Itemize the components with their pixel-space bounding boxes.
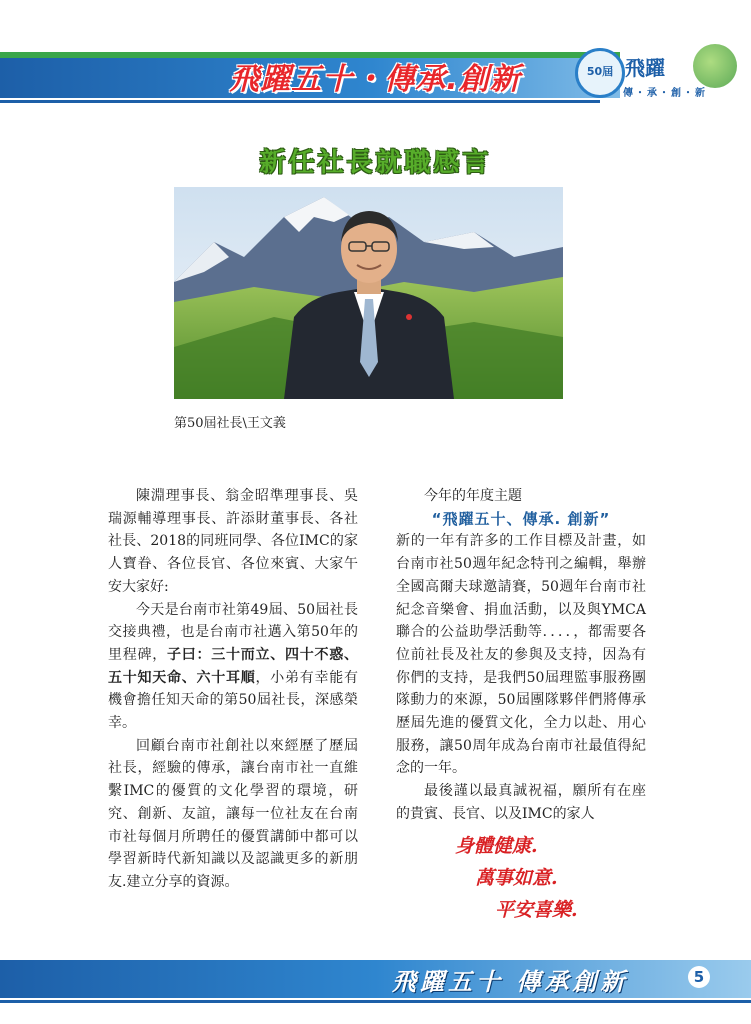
anniversary-logo (575, 42, 745, 106)
left-paragraph-3 (108, 735, 358, 894)
page-number: 5 (688, 966, 710, 988)
logo-subtitle: 傳・承・創・新 (623, 88, 707, 99)
banner-thin-stripe (0, 100, 600, 103)
bottom-banner (0, 952, 751, 1008)
right-paragraph-1: 新的一年有許多的工作目標及計畫，如台南市社50週年紀念特刊之編輯，舉辦全國高爾夫球邀請賽，50週年台南市社紀念音樂會、捐血活動，以及與YMCA聯合的公益助學活動等．．．．，都需要各位前社長及社友的參與及支持，因為有你們的支持，是我們50屆理監事服務團隊動力的來源，50屆團隊夥伴們將傳承歷屆先進的優質文化，全力以赴、用心服務，讓50周年成為台南市社最值得紀念的一年。 (396, 533, 646, 777)
president-photo (174, 187, 563, 399)
article-heading: 新任社長就職感言 (259, 148, 492, 178)
logo-badge-text: 50屆 (586, 65, 614, 78)
top-banner (0, 38, 751, 106)
president-photo-illustration (174, 187, 563, 399)
blessing-line: 萬事如意. (475, 867, 558, 889)
right-paragraph-2: 最後謹以最真誠祝福，願所有在座的貴賓、長官、以及IMC的家人 (396, 783, 646, 822)
text-run: 今天是台南市社第49屆、50屆社長交接典禮，也是台南市社邁入第50年的里程碑， (108, 601, 358, 663)
photo-caption: 第50屆社長\王文義 (174, 416, 286, 431)
text-run: 陳淵理事長、翁金昭準理事長、吳瑞源輔導理事長、許添財董事長、各社社長、2018的同班同學、各位IMC的家人寶眷、各位長官、各位來賓、大家午安大家好: (108, 488, 358, 595)
blessings (445, 830, 655, 926)
annual-theme: “飛躍五十、傳承. 創新” (431, 509, 611, 528)
right-column (396, 485, 646, 826)
left-paragraph-2 (108, 599, 358, 735)
footer-blue-stripe (0, 960, 751, 998)
logo-badge (575, 48, 625, 98)
left-paragraph-1 (108, 485, 358, 599)
footer-thin-stripe (0, 1000, 751, 1003)
left-column (108, 485, 358, 894)
text-run: ，小弟有幸能有機會擔任知天命的第50屆社長，深感榮幸。 (108, 669, 358, 732)
blessing-line: 身體健康. (455, 835, 538, 857)
banner-title: 飛躍五十・傳承.創新 (229, 62, 521, 97)
text-run: 回顧台南市社創社以來經歷了歷屆社長，經驗的傳承，讓台南市社一直維繫IMC的優質的文化學習的環境，研究、創新、友誼，讓每一位社友在台南市社每個月所聘任的優質講師中都可以學習新時代新知識以及認識更多的新朋友.建立分享的資源。 (108, 737, 358, 890)
theme-intro: 今年的年度主題 (424, 488, 522, 504)
leaf-decoration-icon (693, 44, 737, 88)
confucius-quote: 子曰：三十而立、四十不惑、五十知天命、六十耳順 (108, 646, 358, 686)
logo-text: 飛躍 (625, 56, 665, 80)
footer-slogan: 飛躍五十 傳承創新 (392, 968, 629, 996)
blessing-line: 平安喜樂. (495, 899, 578, 921)
